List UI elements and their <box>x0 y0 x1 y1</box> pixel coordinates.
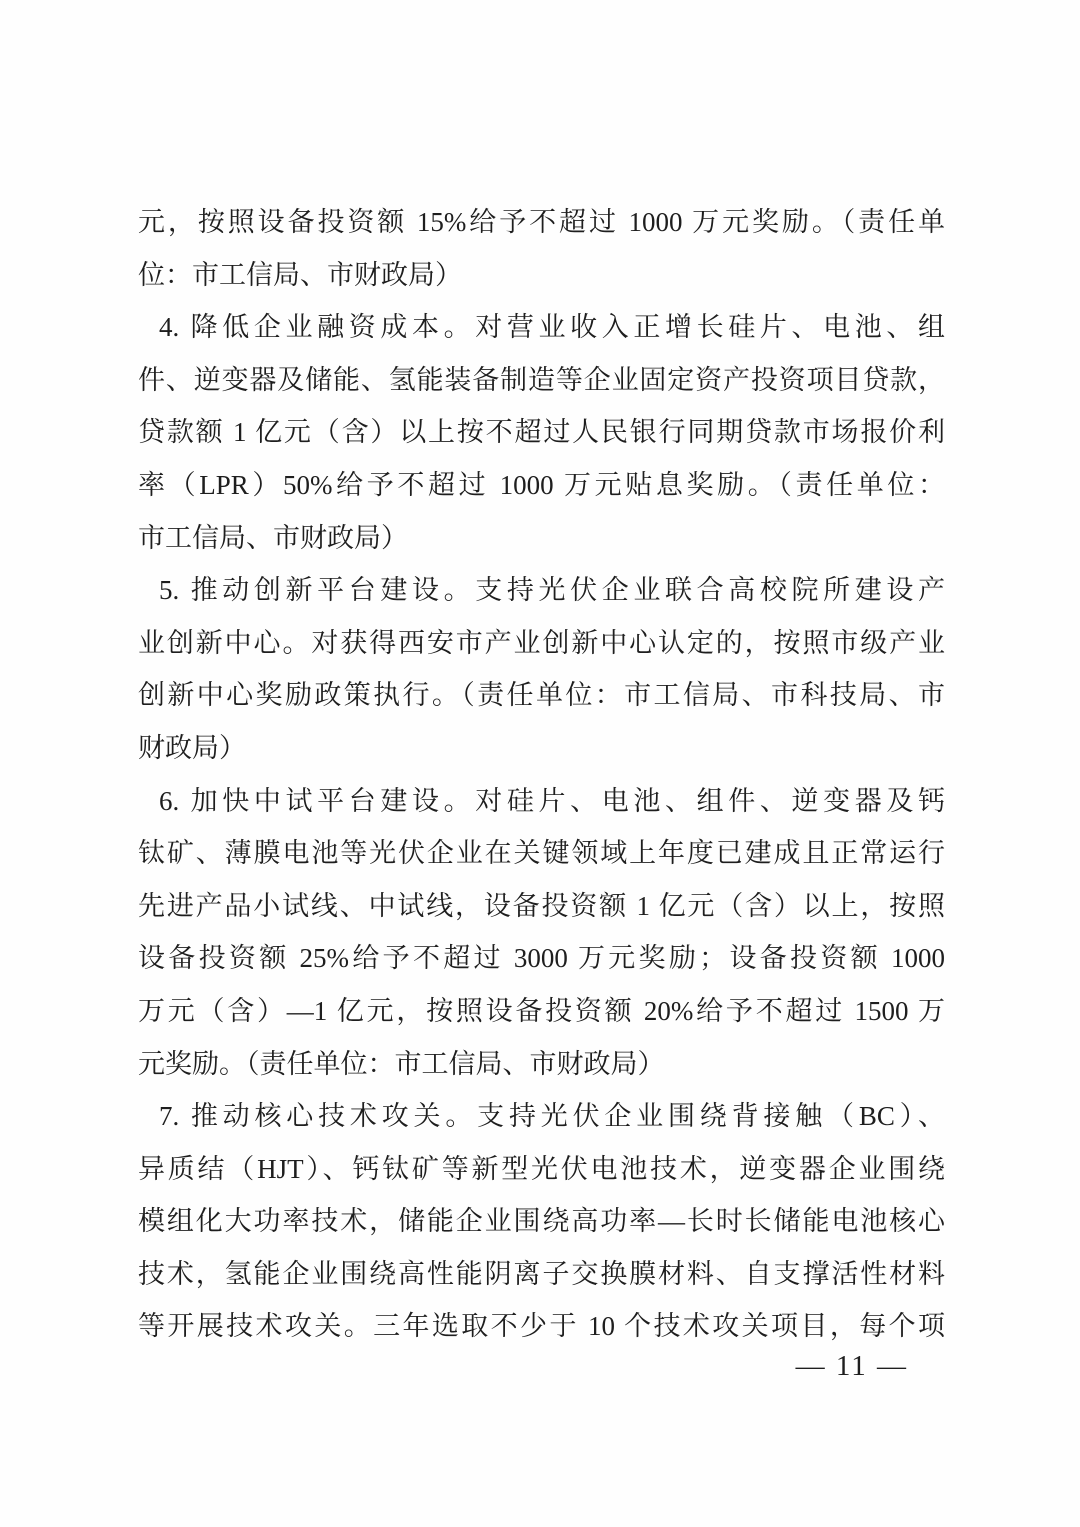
document-line: 异质结（HJT）、钙钛矿等新型光伏电池技术，逆变器企业围绕 <box>138 1153 945 1184</box>
document-line: 创新中心奖励政策执行。（责任单位：市工信局、市科技局、市 <box>138 680 945 711</box>
document-line: 模组化大功率技术，储能企业围绕高功率—长时长储能电池核心 <box>138 1206 945 1237</box>
paragraph-item-4 <box>138 301 945 564</box>
document-line: 市工信局、市财政局） <box>138 522 408 553</box>
document-line: 元奖励。（责任单位：市工信局、市财政局） <box>138 1048 665 1079</box>
document-line: 4. 降低企业融资成本。对营业收入正增长硅片、电池、组 <box>159 312 945 343</box>
document-line: 元，按照设备投资额 15%给予不超过 1000 万元奖励。（责任单 <box>138 207 945 237</box>
document-line: 率（LPR）50%给予不超过 1000 万元贴息奖励。（责任单位： <box>138 469 945 500</box>
document-body <box>138 196 945 1353</box>
document-line: 技术，氢能企业围绕高性能阴离子交换膜材料、自支撑活性材料 <box>138 1258 945 1289</box>
document-line: 件、逆变器及储能、氢能装备制造等企业固定资产投资项目贷款， <box>138 364 945 395</box>
document-line: 位：市工信局、市财政局） <box>138 259 462 290</box>
document-line: 财政局） <box>138 732 246 763</box>
paragraph-item-7 <box>138 1090 945 1353</box>
document-line: 设备投资额 25%给予不超过 3000 万元奖励；设备投资额 1000 <box>138 943 945 974</box>
document-line: 钛矿、薄膜电池等光伏企业在关键领域上年度已建成且正常运行 <box>138 838 945 869</box>
document-line: 5. 推动创新平台建设。支持光伏企业联合高校院所建设产 <box>159 575 945 606</box>
document-line: 先进产品小试线、中试线，设备投资额 1 亿元（含）以上，按照 <box>138 890 945 921</box>
paragraph-item-6 <box>138 775 945 1091</box>
paragraph-item-3-continuation <box>138 196 945 301</box>
document-line: 等开展技术攻关。三年选取不少于 10 个技术攻关项目，每个项 <box>138 1311 945 1342</box>
document-line: 6. 加快中试平台建设。对硅片、电池、组件、逆变器及钙 <box>159 785 945 816</box>
document-line: 7. 推动核心技术攻关。支持光伏企业围绕背接触（BC）、 <box>159 1101 945 1132</box>
page-number: — 11 — <box>795 1350 908 1382</box>
document-line: 业创新中心。对获得西安市产业创新中心认定的，按照市级产业 <box>138 627 945 658</box>
document-line: 万元（含）—1 亿元，按照设备投资额 20%给予不超过 1500 万 <box>138 995 945 1026</box>
paragraph-item-5 <box>138 564 945 774</box>
document-line: 贷款额 1 亿元（含）以上按不超过人民银行同期贷款市场报价利 <box>138 417 945 448</box>
